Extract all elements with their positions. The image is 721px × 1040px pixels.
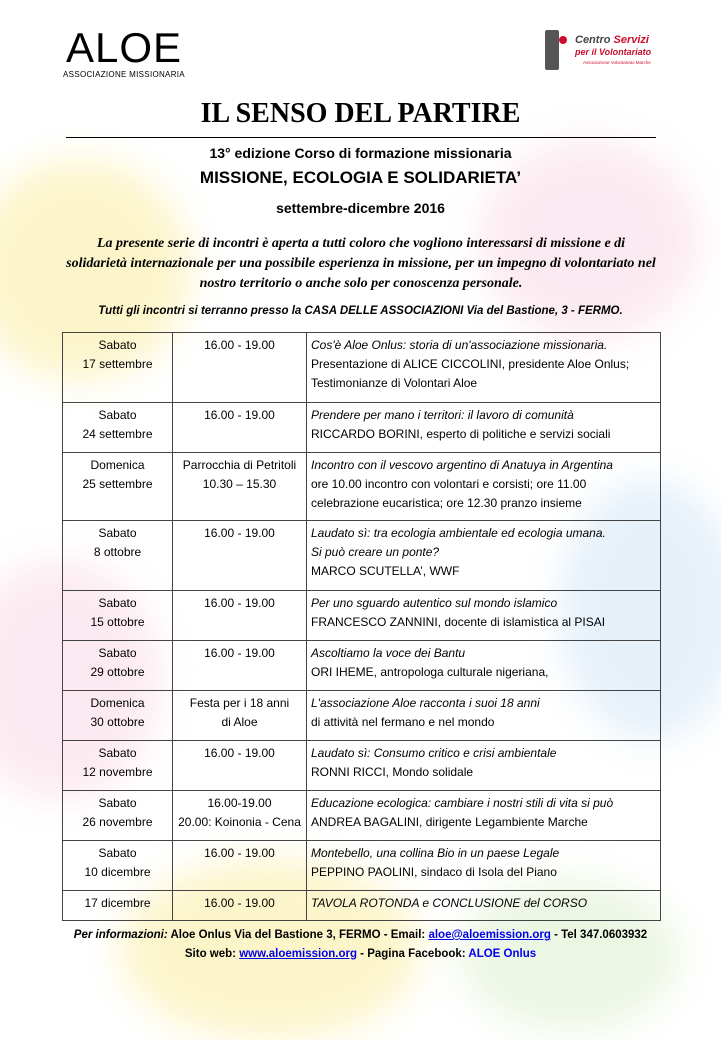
schedule-time: 16.00 - 19.00 — [204, 408, 275, 422]
schedule-time-cell — [173, 333, 307, 403]
schedule-time: 16.00 - 19.00 — [204, 596, 275, 610]
schedule-weekday: Sabato — [98, 596, 137, 610]
schedule-date: 12 novembre — [82, 765, 153, 779]
schedule-time-cell — [173, 453, 307, 521]
schedule-time: 16.00 - 19.00 — [204, 896, 275, 910]
schedule-row — [63, 841, 661, 891]
schedule-description-cell — [307, 841, 661, 891]
schedule-description-cell — [307, 691, 661, 741]
schedule-day-cell — [63, 333, 173, 403]
schedule-time-cell — [173, 641, 307, 691]
schedule-table — [62, 332, 661, 921]
schedule-row — [63, 453, 661, 521]
schedule-day-cell — [63, 791, 173, 841]
facebook-link[interactable]: ALOE Onlus — [468, 948, 537, 960]
schedule-date: 24 settembre — [82, 427, 153, 441]
schedule-date: 17 dicembre — [84, 896, 151, 910]
schedule-topic: Prendere per mano i territori: il lavoro di comunità — [311, 408, 574, 422]
aloe-logo-word: ALOE — [65, 24, 183, 71]
schedule-row — [63, 521, 661, 591]
schedule-day-cell — [63, 741, 173, 791]
email-link[interactable]: aloe@aloemission.org — [428, 929, 551, 941]
schedule-time-cell — [173, 891, 307, 921]
schedule-row — [63, 791, 661, 841]
schedule-description-cell — [307, 741, 661, 791]
schedule-description-cell — [307, 591, 661, 641]
footer-contact — [0, 929, 721, 941]
aloe-logo — [62, 24, 186, 79]
schedule-description-cell — [307, 641, 661, 691]
schedule-row — [63, 591, 661, 641]
schedule-date: 15 ottobre — [90, 615, 145, 629]
schedule-time-cell — [173, 691, 307, 741]
schedule-row — [63, 891, 661, 921]
schedule-topic: Montebello, una collina Bio in un paese Legale — [311, 846, 560, 860]
schedule-day-cell — [63, 591, 173, 641]
schedule-weekday: Sabato — [98, 746, 137, 760]
schedule-date: 17 settembre — [82, 357, 153, 371]
footer-fb-label: - Pagina Facebook: — [356, 948, 469, 960]
schedule-speaker: Presentazione di ALICE CICCOLINI, presidente Aloe Onlus; — [311, 357, 630, 371]
schedule-row — [63, 403, 661, 453]
schedule-time-extra: 10.30 – 15.30 — [202, 477, 277, 491]
schedule-speaker: FRANCESCO ZANNINI, docente di islamistica al PISAI — [311, 615, 606, 629]
schedule-row — [63, 333, 661, 403]
schedule-day-cell — [63, 521, 173, 591]
schedule-weekday: Sabato — [98, 646, 137, 660]
schedule-speaker: ore 10.00 incontro con volontari e corsisti; ore 11.00 — [311, 477, 587, 491]
schedule-weekday: Sabato — [98, 526, 137, 540]
schedule-speaker: PEPPINO PAOLINI, sindaco di Isola del Piano — [311, 865, 557, 879]
schedule-topic-extra: Si può creare un ponte? — [311, 545, 440, 559]
schedule-speaker: MARCO SCUTELLA’, WWF — [311, 564, 460, 578]
schedule-row — [63, 741, 661, 791]
schedule-date: 10 dicembre — [84, 865, 151, 879]
course-subtitle: MISSIONE, ECOLOGIA E SOLIDARIETA’ — [199, 168, 522, 187]
schedule-weekday: Sabato — [98, 846, 137, 860]
schedule-description-cell — [307, 403, 661, 453]
venue-line: Tutti gli incontri si terranno presso la CASA DELLE ASSOCIAZIONI Via del Bastione, 3 - FERMO. — [98, 305, 623, 317]
schedule-day-cell — [63, 453, 173, 521]
schedule-row — [63, 641, 661, 691]
schedule-time-extra: 20.00: Koinonia - Cena — [178, 815, 301, 829]
page-title: IL SENSO DEL PARTIRE — [200, 98, 521, 129]
schedule-day-cell — [63, 691, 173, 741]
schedule-time: 16.00 - 19.00 — [204, 846, 275, 860]
footer-phone: - Tel 347.0603932 — [550, 929, 648, 941]
schedule-date: 8 ottobre — [93, 545, 142, 559]
schedule-description-cell — [307, 891, 661, 921]
title-divider — [66, 137, 656, 138]
schedule-day-cell — [63, 891, 173, 921]
schedule-speaker: ANDREA BAGALINI, dirigente Legambiente Marche — [311, 815, 588, 829]
schedule-time-cell — [173, 741, 307, 791]
schedule-topic: Laudato sì: tra ecologia ambientale ed ecologia umana. — [311, 526, 606, 540]
schedule-topic: Ascoltiamo la voce dei Bantu — [311, 646, 466, 660]
schedule-weekday: Sabato — [98, 408, 137, 422]
schedule-description-cell — [307, 333, 661, 403]
csv-logo-line1: Centro Servizi — [575, 34, 649, 46]
schedule-weekday: Sabato — [98, 796, 137, 810]
schedule-time-cell — [173, 403, 307, 453]
schedule-time-extra: di Aloe — [221, 715, 258, 729]
schedule-time-cell — [173, 591, 307, 641]
schedule-description-cell — [307, 453, 661, 521]
edition-line: 13° edizione Corso di formazione missionaria — [209, 145, 512, 161]
schedule-time-cell — [173, 521, 307, 591]
footer-web — [0, 948, 721, 960]
schedule-weekday: Sabato — [98, 338, 137, 352]
csv-logo — [545, 30, 670, 70]
schedule-day-cell — [63, 403, 173, 453]
schedule-time: 16.00 - 19.00 — [204, 526, 275, 540]
schedule-topic: L'associazione Aloe racconta i suoi 18 anni — [311, 696, 540, 710]
footer-site-label: Sito web: — [184, 948, 240, 960]
footer-info-label: Per informazioni: — [73, 929, 168, 941]
schedule-weekday: Domenica — [90, 696, 145, 710]
csv-logo-line3: Associazione Volontariato Marche — [583, 60, 651, 65]
schedule-speaker: di attività nel fermano e nel mondo — [311, 715, 495, 729]
aloe-logo-subtitle: ASSOCIAZIONE MISSIONARIA — [63, 70, 185, 79]
schedule-speaker: ORI IHEME, antropologa culturale nigeriana, — [311, 665, 549, 679]
schedule-description-cell — [307, 521, 661, 591]
footer-info-text: Aloe Onlus Via del Bastione 3, FERMO - Email: — [167, 929, 429, 941]
website-link[interactable]: www.aloemission.org — [239, 948, 357, 960]
schedule-time: 16.00-19.00 — [207, 796, 272, 810]
schedule-topic: Educazione ecologica: cambiare i nostri stili di vita si può — [311, 796, 614, 810]
csv-logo-line2: per il Volontariato — [575, 47, 652, 57]
schedule-time: 16.00 - 19.00 — [204, 646, 275, 660]
schedule-speaker-extra: celebrazione eucaristica; ore 12.30 pranzo insieme — [311, 496, 582, 510]
intro-paragraph: La presente serie di incontri è aperta a tutti coloro che vogliono interessarsi di missione e di solidarietà internazionale per una possibile esperienza in missione, per un impegno di volontariato nel nostro territorio o anche solo per conoscenza personale. — [66, 236, 656, 291]
schedule-time: Parrocchia di Petritoli — [182, 458, 297, 472]
schedule-time: 16.00 - 19.00 — [204, 746, 275, 760]
schedule-time: 16.00 - 19.00 — [204, 338, 275, 352]
schedule-description-cell — [307, 791, 661, 841]
schedule-date: 26 novembre — [82, 815, 153, 829]
schedule-weekday: Domenica — [90, 458, 145, 472]
schedule-time-cell — [173, 841, 307, 891]
schedule-topic: TAVOLA ROTONDA e CONCLUSIONE del CORSO — [311, 896, 588, 910]
schedule-date: 29 ottobre — [90, 665, 145, 679]
schedule-topic: Per uno sguardo autentico sul mondo islamico — [311, 596, 558, 610]
schedule-date: 25 settembre — [82, 477, 153, 491]
schedule-speaker: RICCARDO BORINI, esperto di politiche e servizi sociali — [311, 427, 611, 441]
schedule-time: Festa per i 18 anni — [189, 696, 290, 710]
schedule-speaker-extra: Testimonianze di Volontari Aloe — [311, 376, 478, 390]
schedule-day-cell — [63, 841, 173, 891]
schedule-topic: Laudato sì: Consumo critico e crisi ambientale — [311, 746, 557, 760]
schedule-day-cell — [63, 641, 173, 691]
schedule-row — [63, 691, 661, 741]
schedule-date: 30 ottobre — [90, 715, 145, 729]
schedule-time-cell — [173, 791, 307, 841]
schedule-speaker: RONNI RICCI, Mondo solidale — [311, 765, 474, 779]
csv-logo-icon — [545, 30, 559, 70]
schedule-topic: Incontro con il vescovo argentino di Anatuya in Argentina — [311, 458, 613, 472]
course-dates: settembre-dicembre 2016 — [276, 200, 445, 216]
schedule-body — [63, 333, 661, 921]
schedule-topic: Cos'è Aloe Onlus: storia di un'associazione missionaria. — [311, 338, 608, 352]
